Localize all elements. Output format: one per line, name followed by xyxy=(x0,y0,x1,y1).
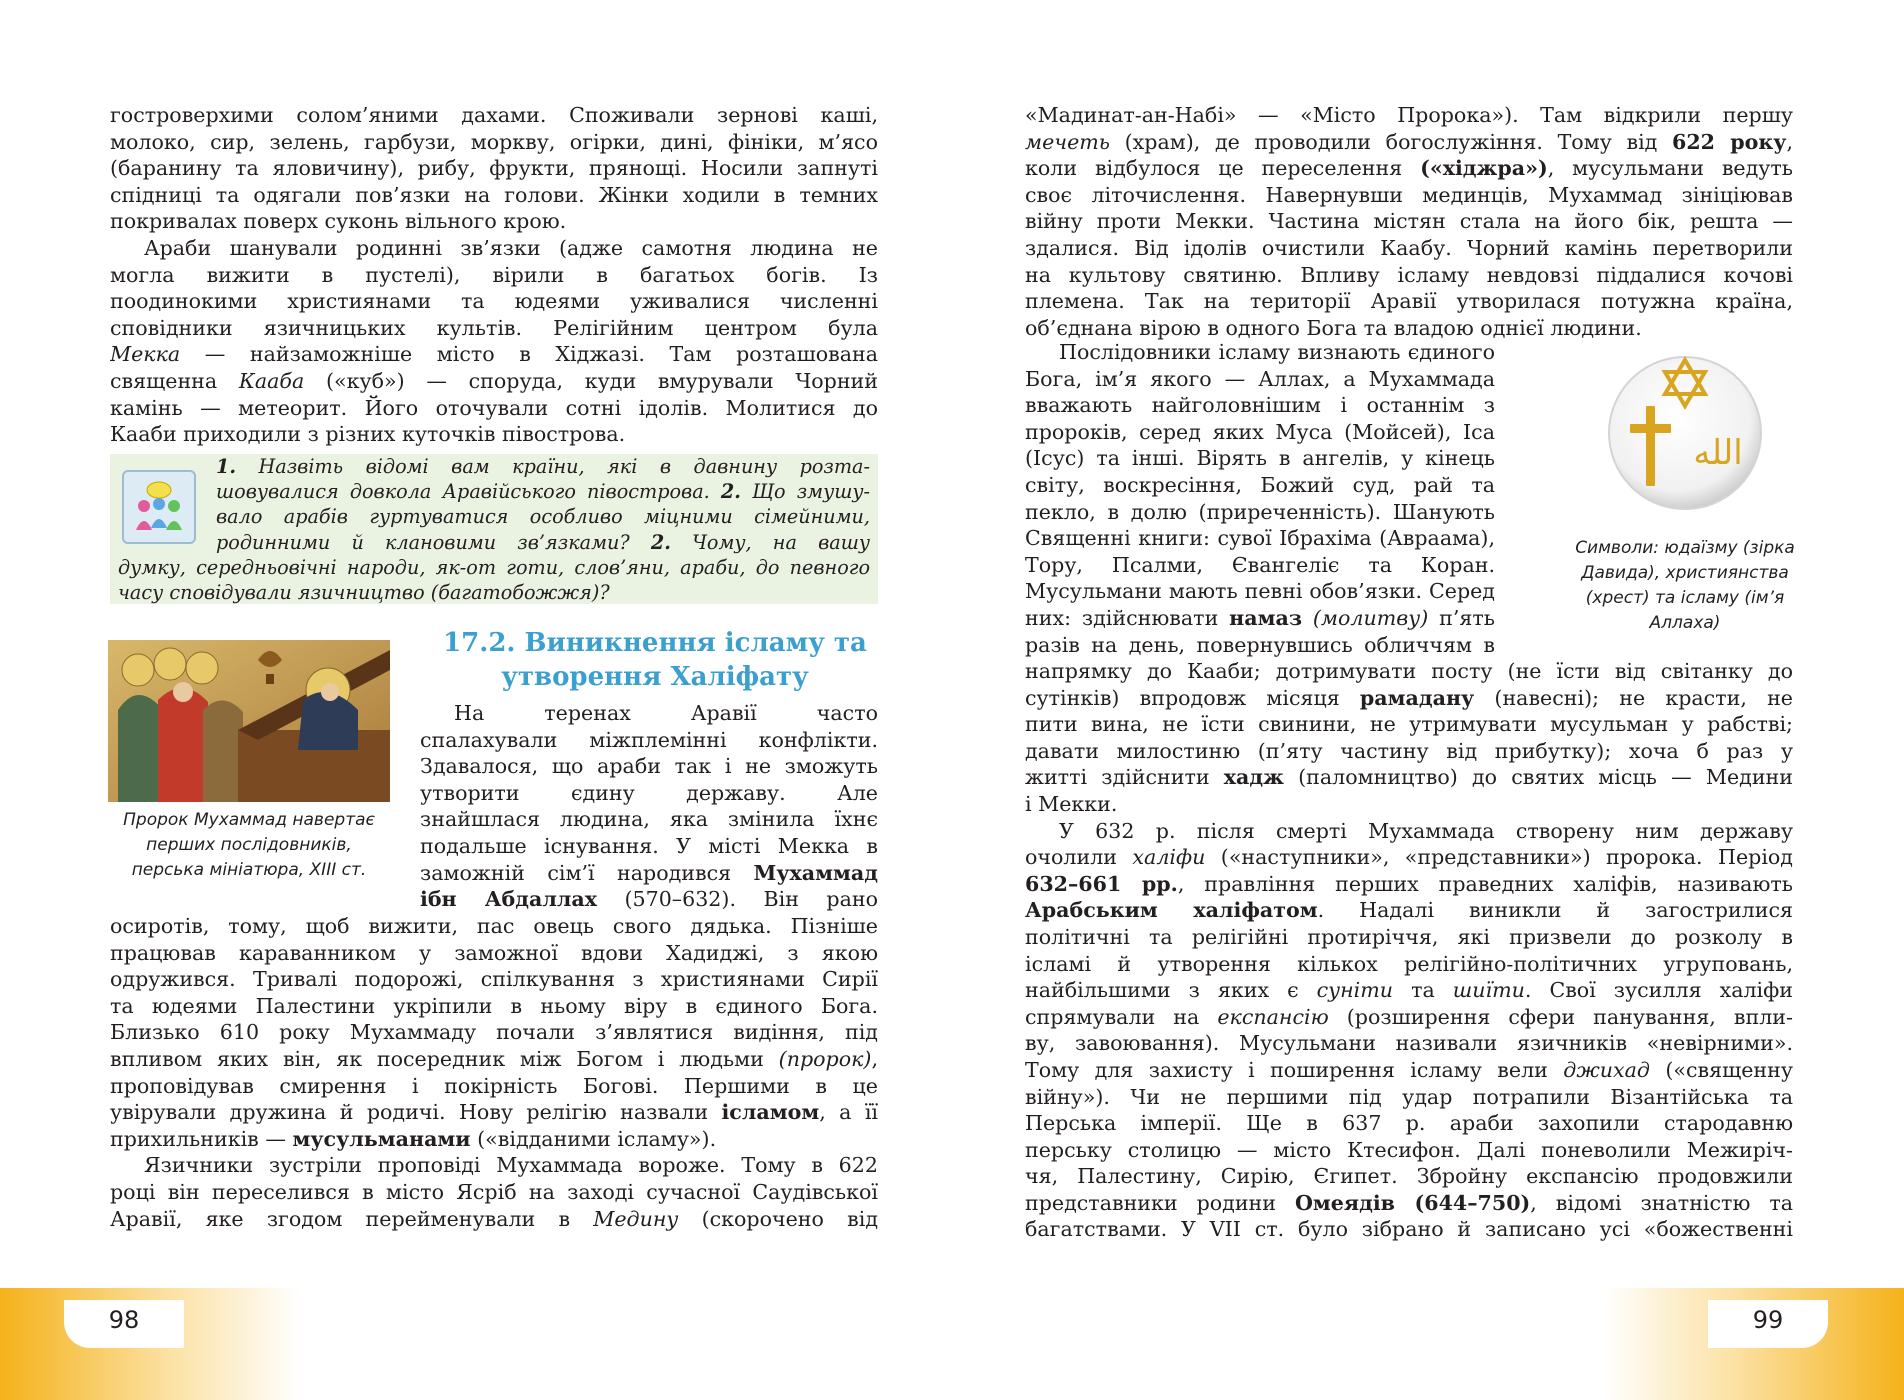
text-line: проповідував смирення і покірність Богові. Першими в це xyxy=(110,1073,878,1098)
text-line: Кааби приходили з різних куточків півострова. xyxy=(110,422,626,447)
paragraph-beliefs xyxy=(110,235,878,448)
text-line: працював караванником у заможної вдови Хадиджі, з якою xyxy=(110,940,878,965)
group-discussion-icon xyxy=(122,470,196,544)
text-line: камінь — метеорит. Його оточували сотні ідолів. Молитися до xyxy=(110,395,878,420)
text-line: сповідники язичницьких культів. Релігійним центром була xyxy=(110,315,878,340)
text-line: давати милостиню (п’яту частину від прибутку); хоча б раз у xyxy=(1025,738,1793,763)
text-line: «Мадинат-ан-Набі» — «Місто Пророка»). Там відкрили першу xyxy=(1025,103,1793,127)
text-line: війну проти Мекки. Частина містян стала на його бік, решта — xyxy=(1025,209,1793,234)
text-line: покривалах поверх суконь вільного крою. xyxy=(110,209,567,234)
paragraph-islam-beliefs-narrow xyxy=(1025,339,1495,658)
text-line: ібн Абдаллах (570–632). Він рано xyxy=(420,887,878,912)
text-line: спідниці та одягали пов’язки на голови. Жінки ходили в темних xyxy=(110,182,878,207)
text-line: (Ісус) та інші. Вірять в ангелів, у кінець xyxy=(1025,446,1495,471)
text-line: Бога, ім’я якого — Аллах, а Мухаммада xyxy=(1025,366,1495,391)
text-line: У 632 р. після смерті Мухаммада створену ним державу xyxy=(1059,818,1793,843)
text-line: році він переселився в місто Ясріб на заході сучасної Саудівської xyxy=(110,1179,878,1204)
text-line: заможній сім’ї народився Мухаммад xyxy=(420,860,878,885)
text-line: подальше існування. У місті Мекка в xyxy=(420,833,878,858)
text-line: 632–661 рр., правління перших праведних халіфів, називають xyxy=(1025,871,1793,896)
paragraph-food-clothes xyxy=(110,102,878,235)
text-line: разів на день, повернувшись обличчям в xyxy=(1025,632,1495,657)
text-line: священна Кааба («куб») — споруда, куди вмурували Чорний xyxy=(110,368,878,393)
text-line: поодинокими християнами та юдеями уживалися численні xyxy=(110,289,878,314)
text-line: спалахували міжплемінні конфлікти. xyxy=(420,727,878,752)
text-line: своє літочислення. Навернувши мединців, Мухаммад зініціював xyxy=(1025,182,1793,207)
text-line: житті здійснити хадж (паломництво) до святих місць — Медини xyxy=(1025,765,1793,790)
text-line: могла вижити в пустелі), вірили в багатьох богів. Із xyxy=(110,262,878,287)
text-line: найбільшими з яких є суніти та шиїти. Свої зусилля халіфи xyxy=(1025,978,1793,1003)
miniature-caption: Пророк Мухаммад навертає перших послідовників, перська мініатюра, XIII ст. xyxy=(123,810,375,880)
page-number-left: 98 xyxy=(64,1300,184,1348)
text-line: коли відбулося це переселення («хіджра»), мусульмани ведуть xyxy=(1025,156,1793,181)
text-line: вважають найголовнішим і останнім з xyxy=(1025,393,1495,418)
text-line: політичні та релігійні протиріччя, які призвели до розколу в xyxy=(1025,924,1793,949)
text-line: знайшлася людина, яка змінила їхнє xyxy=(420,807,878,832)
text-line: пекло, в долю (приреченність). Шанують xyxy=(1025,499,1495,524)
text-line: на культову святиню. Впливу ісламу невдовзі піддалися кочові xyxy=(1025,262,1793,287)
text-line: ву, завоювання). Мусульмани називали язичників «невірними». xyxy=(1025,1031,1793,1056)
text-line: шовувалися довкола Аравійського півострова. 2. Що змушу- xyxy=(216,480,870,504)
text-line: родинними й клановими зв’язками? 2. Чому, на вашу xyxy=(216,530,870,554)
text-line: ісламі й утворення кількох релігійно-політичних угруповань, xyxy=(1025,951,1793,976)
text-line: представники родини Омеядів (644–750), відомі знатністю та xyxy=(1025,1190,1793,1215)
text-line: Аравії, яке згодом перейменували в Медину (скорочено від xyxy=(110,1206,878,1231)
text-line: утворити єдину державу. Але xyxy=(420,780,878,805)
text-line: (баранину та яловичину), рибу, фрукти, прянощі. Носили запнуті xyxy=(110,156,878,181)
text-line: увірували дружина й родичі. Нову релігію назвали ісламом, а її xyxy=(110,1100,878,1125)
text-line: На теренах Аравії часто xyxy=(454,701,878,725)
text-line: вало арабів гуртуватися особливо міцними сімейними, xyxy=(216,505,870,529)
section-title: 17.2. Виникнення ісламу та утворення Халіфату xyxy=(443,628,867,692)
paragraph-medina xyxy=(1025,102,1793,341)
text-line: прихильників — мусульманами («відданими ісламу»). xyxy=(110,1126,717,1151)
religious-symbols-image xyxy=(1606,354,1764,512)
text-line: спрямували на експансію (розширення сфери панування, впли- xyxy=(1025,1004,1793,1029)
text-line: Священні книги: сувої Ібрахіма (Авраама), xyxy=(1025,526,1495,551)
text-line: мечеть (храм), де проводили богослужіння. Тому від 622 року, xyxy=(1025,129,1793,154)
text-line: Близько 610 року Мухаммаду почали з’являтися видіння, під xyxy=(110,1020,878,1045)
text-line: і Мекки. xyxy=(1025,791,1118,816)
text-line: чя, Палестину, Сирію, Єгипет. Збройну експансію продовжили xyxy=(1025,1164,1793,1189)
text-line: очолили халіфи («наступники», «представники») пророка. Період xyxy=(1025,845,1793,870)
text-line: племена. Так на території Аравії утворилася потужна країна, xyxy=(1025,289,1793,314)
text-line: осиротів, тому, щоб вижити, пас овець свого дядька. Пізніше xyxy=(110,914,878,938)
text-line: Мекка — найзаможніше місто в Хіджазі. Там розташована xyxy=(110,342,878,367)
text-line: молоко, сир, зелень, гарбузи, моркву, огірки, дині, фініки, м’ясо xyxy=(110,129,878,154)
text-line: напрямку до Кааби; дотримувати посту (не їсти від світанку до xyxy=(1025,659,1793,683)
text-line: Арабським халіфатом. Надалі виникли й загострилися xyxy=(1025,898,1793,923)
symbols-caption: Символи: юдаїзму (зірка Давида), християнства (хрест) та ісламу (ім’я Аллаха) xyxy=(1575,538,1795,633)
paragraph-muhammad-wide xyxy=(110,913,878,1232)
text-line: часу сповідували язичництво (багатобожжя)? xyxy=(118,581,610,605)
paragraph-islam-duties-wide xyxy=(1025,658,1793,1243)
text-line: думку, середньовічні народи, як-от готи, слов’яни, араби, до певного xyxy=(118,556,870,579)
text-line: Тору, Псалми, Євангеліє та Коран. xyxy=(1025,552,1495,577)
text-line: Араби шанували родинні зв’язки (адже самотня людина не xyxy=(144,236,878,260)
text-line: перську столицю — місто Ктесифон. Далі поневолили Межиріч- xyxy=(1025,1137,1793,1162)
text-line: впливом яких він, як посередник між Богом і людьми (пророк), xyxy=(110,1046,878,1071)
text-line: Тому для захисту і поширення ісламу вели джихад («священну xyxy=(1025,1057,1793,1082)
task-questions-full xyxy=(118,555,870,605)
text-line: багатствами. У VII ст. було зібрано й записано усі «божественні xyxy=(1025,1217,1793,1242)
text-line: 1. Назвіть відомі вам країни, які в давнину розта- xyxy=(216,455,870,478)
text-line: світу, воскресіння, Божий суд, рай та xyxy=(1025,472,1495,497)
text-line: гостроверхими солом’яними дахами. Споживали зернові каші, xyxy=(110,103,878,127)
text-line: Язичники зустріли проповіді Мухаммада вороже. Тому в 622 xyxy=(144,1153,878,1178)
text-line: пити вина, не їсти свинини, не утримувати мусульман у рабстві; xyxy=(1025,712,1793,737)
text-line: них: здійснювати намаз (молитву) п’ять xyxy=(1025,605,1495,630)
text-line: Здавалося, що араби так і не зможуть xyxy=(420,754,878,779)
text-line: одружився. Тривалі подорожі, спілкування з християнами Сирії xyxy=(110,967,878,992)
text-line: пророків, серед яких Муса (Мойсей), Іса xyxy=(1025,419,1495,444)
text-line: Послідовники ісламу визнають єдиного xyxy=(1059,340,1495,364)
text-line: Перська імперії. Ще в 637 р. араби захопили стародавню xyxy=(1025,1111,1793,1136)
text-line: Мусульмани мають певні обов’язки. Серед xyxy=(1025,579,1495,604)
persian-miniature-image xyxy=(108,640,390,802)
task-questions-indented xyxy=(216,454,870,555)
allah-name-icon: الله xyxy=(1693,433,1743,473)
text-line: об’єднана вірою в одного Бога та владою однієї людини. xyxy=(1025,315,1642,340)
page-number-right: 99 xyxy=(1708,1300,1828,1348)
right-page xyxy=(952,0,1904,1400)
text-line: війну»). Чи не першими під удар потрапили Візантійська та xyxy=(1025,1084,1793,1109)
paragraph-muhammad-narrow xyxy=(420,700,878,913)
text-line: здалися. Від ідолів очистили Каабу. Чорний камінь перетворили xyxy=(1025,235,1793,260)
text-line: та юдеями Палестини укріпили в ньому віру в єдиного Бога. xyxy=(110,993,878,1018)
text-line: сутінків) впродовж місяця рамадану (навесні); не красти, не xyxy=(1025,685,1793,710)
